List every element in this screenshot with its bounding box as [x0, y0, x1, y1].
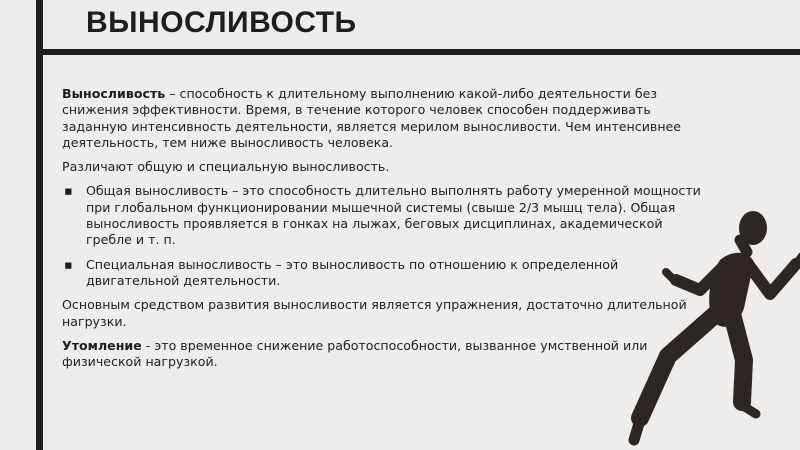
definition-text: – способность к длительному выполнению какой-либо деятельности без снижения эффективности. Время, в течение которого человек способен поддерживать заданную интенсивность деятельности, является мерилом выносливости. Чем интенсивнее деятельность, тем ниже выносливость человека.: [62, 86, 682, 150]
list-item-text: Специальная выносливость – это выносливость по отношению к определенной двигательной деятельности.: [86, 256, 619, 288]
definition-paragraph: [62, 86, 702, 151]
training-paragraph: Основным средством развития выносливости является упражнения, достаточно длительной нагрузки.: [62, 297, 687, 329]
bullet-marker: ▪: [64, 183, 73, 199]
slide-body: [62, 86, 702, 378]
slide-title: ВЫНОСЛИВОСТЬ: [86, 6, 357, 39]
title-underline: [36, 49, 800, 55]
bullet-marker: ▪: [64, 256, 73, 272]
fatigue-text: - это временное снижение работоспособности, вызванное умственной или физической нагрузкой.: [62, 337, 648, 370]
left-accent-bar: [36, 0, 43, 450]
term-endurance: Выносливость: [62, 86, 166, 101]
list-item-text: Общая выносливость – это способность длительно выполнять работу умеренной мощности при глобальном функционировании мышечной системы (свыше 2/3 мышц тела). Общая выносливость проявляется в гонках на лыжах, беговых дисциплинах, академической гребле и т. п.: [86, 183, 701, 248]
runner-silhouette-icon: [620, 210, 800, 450]
types-list: [62, 183, 702, 289]
term-fatigue: Утомление: [62, 337, 142, 353]
types-intro: Различают общую и специальную выносливость.: [62, 159, 390, 175]
fatigue-paragraph: [62, 338, 702, 371]
list-item-general: [62, 183, 702, 248]
list-item-special: [62, 257, 702, 290]
